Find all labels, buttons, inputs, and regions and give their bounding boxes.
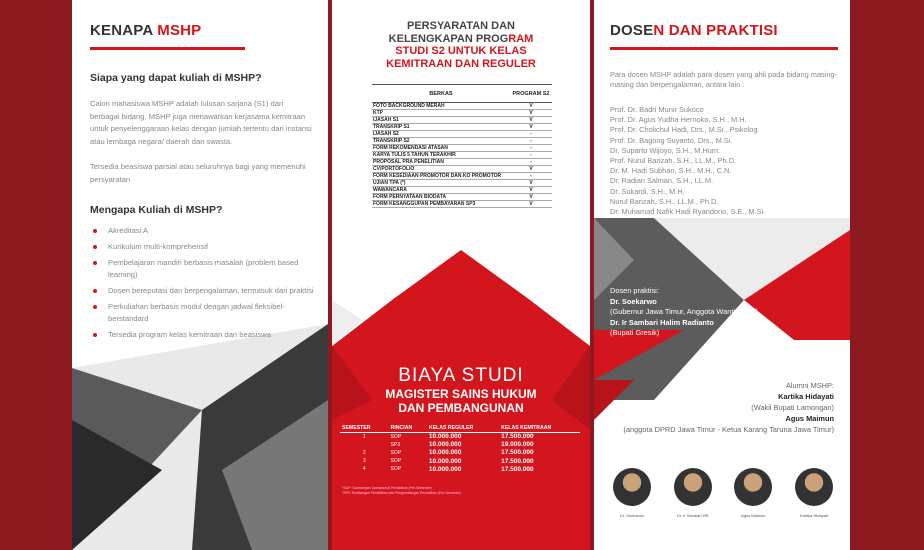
program-cell: V bbox=[510, 180, 552, 187]
table-row bbox=[340, 441, 580, 449]
avatar: Dr. Soekarwo bbox=[608, 468, 656, 518]
avatar: Agus Maimun bbox=[729, 468, 777, 518]
fee-cell: 17.500.000 bbox=[501, 457, 534, 465]
avatar: Dr. Ir Sambari HR bbox=[669, 468, 717, 518]
program-cell: V bbox=[510, 187, 552, 194]
table-row bbox=[372, 131, 552, 138]
fee-cell: 3 bbox=[362, 458, 366, 465]
list-item: Prof. Dr. Badri Munir Sukoco bbox=[610, 105, 704, 114]
avatar-row bbox=[608, 468, 838, 518]
list-item: Nurul Barizah, S.H., LL.M., Ph.D. bbox=[610, 196, 719, 206]
fee-cell: SOP bbox=[390, 433, 402, 440]
berkas-cell: UJIAN TPA (*) bbox=[372, 180, 510, 187]
list-item: Dr. Sukardi, S.H., M.H. bbox=[610, 186, 685, 196]
fee-cell: SOP bbox=[390, 466, 402, 473]
table-header: SEMESTER bbox=[340, 424, 389, 433]
berkas-cell: TRANSKRIP S2 bbox=[372, 138, 510, 145]
program-cell: V bbox=[510, 194, 552, 201]
program-cell: - bbox=[510, 145, 552, 152]
table-row bbox=[372, 180, 552, 187]
table-row bbox=[372, 152, 552, 159]
panel-dosen-praktisi bbox=[594, 0, 850, 550]
fee-cell: 17.500.000 bbox=[501, 465, 534, 473]
alumni-block: Alumni MSHP: Kartika Hidayati (Wakil Bupati Lamongan) Agus Maimun (anggota DPRD Jawa Timur - Ketua Karang Taruna Jawa Timur) bbox=[623, 381, 834, 434]
list-item: Prof. Nurul Barizah, S.H., LL.M., Ph.D. bbox=[610, 156, 737, 166]
question-why: Mengapa Kuliah di MSHP? bbox=[90, 204, 223, 216]
berkas-cell: PROPOSAL PRA PENELITIAN bbox=[372, 159, 510, 166]
question-who: Siapa yang dapat kuliah di MSHP? bbox=[90, 72, 262, 84]
praktisi-block: Dosen praktisi: Dr. Soekarwo (Gubernur Jawa Timur, Anggota Wantimpres) Dr. Ir Sambari Halim Radianto (Bupati Gresik) bbox=[610, 286, 759, 337]
table-row bbox=[372, 138, 552, 145]
fee-cell: 2 bbox=[362, 449, 366, 456]
berkas-cell: FORM REKOMENDASI ATASAN bbox=[372, 145, 510, 152]
dosen-intro: Para dosen MSHP adalah para dosen yang ahli pada bidang masing-masing dan berpengalaman, antara lain : bbox=[610, 70, 838, 90]
berkas-cell: TRANSKRIP S1 bbox=[372, 124, 510, 131]
list-item: Akreditasi A bbox=[90, 225, 322, 237]
berkas-cell: FORM PERNYATAAN BIODATA bbox=[372, 194, 510, 201]
program-cell: V bbox=[510, 124, 552, 131]
fee-cell bbox=[340, 441, 389, 449]
program-cell: V bbox=[510, 117, 552, 124]
list-item: Pembelajaran mandiri berbasis masalah (problem based learning) bbox=[90, 257, 322, 281]
portrait-icon bbox=[795, 468, 833, 506]
panel1-title: KENAPA MSHP bbox=[90, 22, 202, 39]
table-row bbox=[372, 110, 552, 117]
program-cell: - bbox=[510, 159, 552, 166]
panel3-title: DOSEN DAN PRAKTISI bbox=[610, 22, 778, 39]
list-item: Prof. Dr. Cholichul Hadi, Drs., M.Si., Psikolog bbox=[610, 125, 758, 135]
table-row bbox=[372, 166, 552, 173]
berkas-cell: CV/PORTOFOLIO bbox=[372, 166, 510, 173]
table-row bbox=[340, 433, 580, 441]
fee-cell: SOP bbox=[390, 458, 402, 465]
berkas-cell: KTP bbox=[372, 110, 510, 117]
table-row bbox=[340, 465, 580, 473]
reasons-list bbox=[90, 225, 322, 345]
biaya-subtitle: MAGISTER SAINS HUKUM DAN PEMBANGUNAN bbox=[385, 387, 537, 415]
portrait-icon bbox=[613, 468, 651, 506]
program-cell: V bbox=[510, 166, 552, 173]
table-header: KELAS KEMITRAAN bbox=[499, 424, 580, 433]
table-header: KELAS REGULER bbox=[427, 424, 499, 433]
list-item: Kurikulum multi-komprehensif bbox=[90, 241, 322, 253]
fee-cell: 17.500.000 bbox=[501, 449, 534, 457]
fee-notes: *SOP: Sumbangan Operasional Pendidikan (Per-Semester) *SP3: Sumbangan Pendidikan dan Pengembangan Pendidikan (Per-Semester) bbox=[342, 486, 461, 495]
list-item: Dr. M. Hadi Subhan, S.H., M.H., C.N. bbox=[610, 166, 732, 176]
who-paragraph: Calon mahasiswa MSHP adalah lulusan sarjana (S1) dari berbagai bidang. MSHP juga menawarkan kerjasama kemitraan untuk penyelenggaraan kelas dengan jumlah tertentu dari instansi atau lembaga negara/ daerah dan swasta. bbox=[90, 99, 312, 146]
fee-cell: 17.500.000 bbox=[501, 433, 534, 441]
fee-cell: 10.000.000 bbox=[428, 441, 462, 449]
berkas-cell: FORM KESANGGUPAN PEMBAYARAN SP3 bbox=[372, 201, 510, 208]
table-header: PROGRAM S2 bbox=[510, 85, 552, 103]
panel-kenapa-mshp bbox=[72, 0, 328, 550]
list-item: Perkuliahan berbasis modul dengan jadwal fleksibel-berstandard bbox=[90, 301, 322, 325]
fee-cell: SP3 bbox=[390, 441, 401, 448]
berkas-cell: FORM KESEDIAAN PROMOTOR DAN KO PROMOTOR bbox=[372, 173, 510, 180]
program-cell: V bbox=[510, 201, 552, 208]
list-item: Dr. Suparto Wijoyo, S.H., M.Hum. bbox=[610, 145, 721, 155]
table-row bbox=[372, 124, 552, 131]
list-item: Dr. Muhamad Nafik Hadi Ryandono, S.E., M.Si. bbox=[610, 207, 766, 217]
table-row bbox=[340, 457, 580, 465]
table-row bbox=[372, 145, 552, 152]
biaya-title: BIAYA STUDI bbox=[398, 365, 524, 386]
berkas-cell: IJASAH S1 bbox=[372, 117, 510, 124]
requirements-title: PERSYARATAN DAN KELENGKAPAN PROGRAM STUDI S2 UNTUK KELAS KEMITRAAN DAN REGULER bbox=[386, 20, 536, 70]
table-row bbox=[372, 173, 552, 180]
table-row bbox=[372, 194, 552, 201]
portrait-icon bbox=[734, 468, 772, 506]
program-cell: - bbox=[510, 138, 552, 145]
program-cell: - bbox=[510, 152, 552, 159]
list-item: Dr. Radian Salman, S.H., LL.M. bbox=[610, 176, 714, 186]
fee-cell: 19.000.000 bbox=[501, 441, 534, 449]
panel-persyaratan-biaya bbox=[332, 0, 590, 550]
fee-cell: 4 bbox=[362, 466, 366, 473]
table-row bbox=[372, 159, 552, 166]
portrait-icon bbox=[674, 468, 712, 506]
fee-cell: 10.000.000 bbox=[428, 465, 462, 473]
title-underline bbox=[90, 47, 245, 50]
avatar: Kartika Hidayati bbox=[790, 468, 838, 518]
table-row bbox=[372, 201, 552, 208]
table-row bbox=[372, 117, 552, 124]
list-item: Dosen bereputasi dan berpengalaman, termasuk dari praktisi bbox=[90, 285, 322, 297]
title-underline bbox=[610, 47, 838, 50]
fee-cell: 10.000.000 bbox=[428, 457, 462, 465]
berkas-cell: IJASAH S2 bbox=[372, 131, 510, 138]
fee-cell: 10.000.000 bbox=[428, 449, 462, 457]
requirements-table bbox=[372, 84, 552, 208]
berkas-cell: FOTO BACKGROUND MERAH bbox=[372, 103, 510, 110]
berkas-cell: WAWANCARA bbox=[372, 187, 510, 194]
table-header: RINCIAN bbox=[389, 424, 427, 433]
fee-cell: 10.000.000 bbox=[428, 433, 462, 441]
program-cell: V bbox=[510, 103, 552, 110]
table-row bbox=[372, 103, 552, 110]
program-cell: - bbox=[510, 131, 552, 138]
list-item: Tersedia program kelas kemitraan dan beasiswa bbox=[90, 329, 322, 341]
program-cell: V bbox=[510, 110, 552, 117]
table-row bbox=[340, 449, 580, 457]
fee-cell: 1 bbox=[362, 433, 366, 440]
table-header: BERKAS bbox=[372, 85, 510, 103]
scholarship-paragraph: Tersedia beasiswa parsial atau seluruhnya bagi yang memenuhi persyaratan bbox=[90, 162, 306, 184]
berkas-cell: KARYA TULIS 5 TAHUN TERAKHIR bbox=[372, 152, 510, 159]
program-cell: - bbox=[510, 173, 552, 180]
fee-cell: SOP bbox=[390, 449, 402, 456]
fee-table bbox=[340, 424, 580, 473]
dosen-list bbox=[610, 105, 838, 217]
list-item: Prof. Dr. Agus Yudha Hernoko, S.H., M.H. bbox=[610, 115, 747, 125]
table-row bbox=[372, 187, 552, 194]
list-item: Prof. Dr. Bagong Suyanto, Drs., M.Si. bbox=[610, 135, 733, 145]
